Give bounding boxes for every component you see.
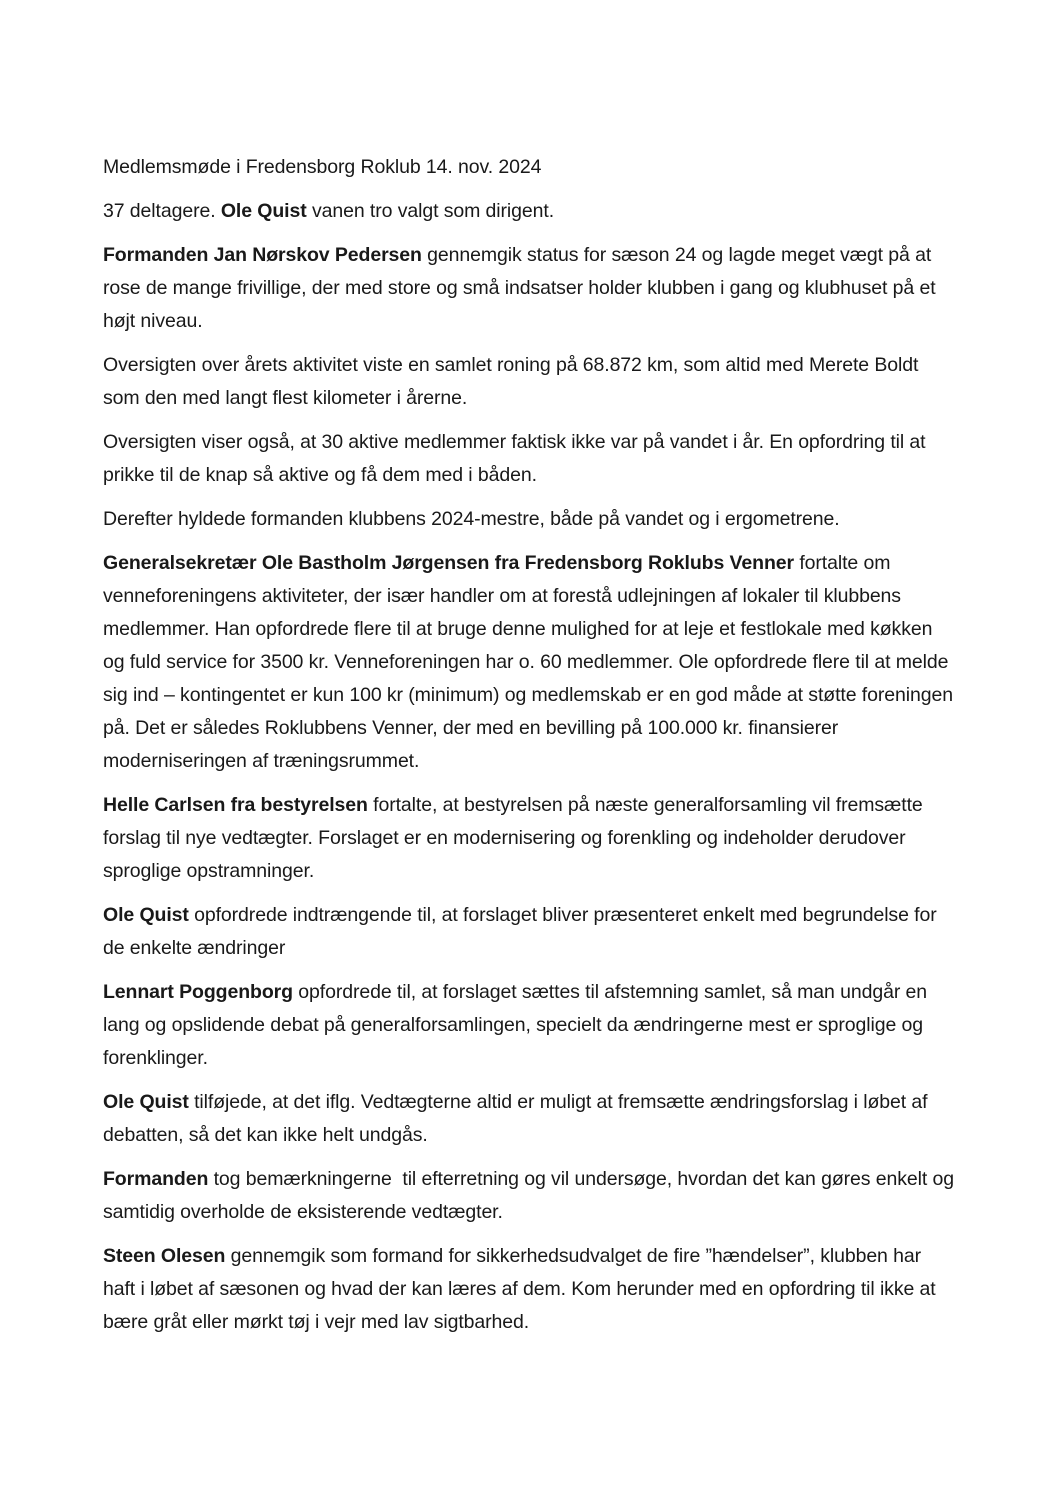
paragraph-safety-committee <box>103 1240 958 1339</box>
text-run: gennemgik som formand for sikkerhedsudvalget de fire ”hændelser”, klubben har haft i løbet af sæsonen og hvad der kan læres af dem. Kom herunder med en opfordring til ikke at bære gråt eller mørkt tøj i vejr med lav sigtbarhed. <box>103 1245 941 1333</box>
paragraph-activity-overview <box>103 349 958 415</box>
bold-text-run: Ole Quist <box>220 200 307 222</box>
paragraph-friends-association <box>103 547 958 778</box>
text-run: opfordrede til, at forslaget sættes til afstemning samlet, så man undgår en lang og opslidende debat på generalforsamlingen, specielt da ændringerne mest er sproglige og forenklinger. <box>103 981 933 1069</box>
text-run: vanen tro valgt som dirigent. <box>306 200 555 222</box>
paragraph-champions <box>103 503 958 536</box>
text-run: fortalte om venneforeningens aktiviteter, der især handler om at forestå udlejningen af lokaler til klubbens medlemmer. Han opfordrede flere til at bruge denne mulighed for at leje et festlokale med køkken og fuld service for 3500 kr. Venneforeningen har o. 60 medlemmer. Ole opfordrede flere til at melde sig ind – kontingentet er kun 100 kr (minimum) og medlemskab er en god måde at støtte foreningen på. Det er således Roklubbens Venner, der med en bevilling på 100.000 kr. finansierer moderniseringen af træningsrummet. <box>103 552 959 772</box>
bold-text-run: Ole Quist <box>103 904 189 926</box>
text-run: gennemgik status for sæson 24 og lagde meget vægt på at rose de mange frivillige, der med store og små indsatser holder klubben i gang og klubhuset på et højt niveau. <box>103 244 941 332</box>
paragraph-lennart-poggenborg <box>103 976 958 1075</box>
bold-text-run: Lennart Poggenborg <box>103 981 293 1003</box>
title-paragraph <box>103 151 958 184</box>
bold-text-run: Helle Carlsen fra bestyrelsen <box>103 794 368 816</box>
text-run: Oversigten over årets aktivitet viste en samlet roning på 68.872 km, som altid med Merete Boldt som den med langt flest kilometer i årerne. <box>103 354 924 409</box>
bold-text-run: Formanden <box>103 1168 209 1190</box>
bold-text-run: Generalsekretær Ole Bastholm Jørgensen fra Fredensborg Roklubs Venner <box>103 552 794 574</box>
paragraph-inactive-members <box>103 426 958 492</box>
text-run: tilføjede, at det iflg. Vedtægterne altid er muligt at fremsætte ændringsforslag i løbet af debatten, så det kan ikke helt undgås. <box>103 1091 933 1146</box>
bold-text-run: Steen Olesen <box>103 1245 226 1267</box>
bold-text-run: Ole Quist <box>103 1091 189 1113</box>
paragraph-chairman-response <box>103 1163 958 1229</box>
text-run: tog bemærkningerne til efterretning og vil undersøge, hvordan det kan gøres enkelt og samtidig overholde de eksisterende vedtægter. <box>103 1168 960 1223</box>
text-run: Medlemsmøde i Fredensborg Roklub 14. nov. 2024 <box>103 156 542 178</box>
text-run: opfordrede indtrængende til, at forslaget bliver præsenteret enkelt med begrundelse for de enkelte ændringer <box>103 904 942 959</box>
paragraph-ole-quist-urging <box>103 899 958 965</box>
paragraph-ole-quist-addition <box>103 1086 958 1152</box>
text-run: Oversigten viser også, at 30 aktive medlemmer faktisk ikke var på vandet i år. En opfordring til at prikke til de knap så aktive og få dem med i båden. <box>103 431 931 486</box>
text-run: Derefter hyldede formanden klubbens 2024-mestre, både på vandet og i ergometrene. <box>103 508 840 530</box>
paragraph-attendees <box>103 195 958 228</box>
bold-text-run: Formanden Jan Nørskov Pedersen <box>103 244 422 266</box>
text-run: fortalte, at bestyrelsen på næste generalforsamling vil fremsætte forslag til nye vedtægter. Forslaget er en modernisering og forenkling og indeholder derudover sproglige opstramninger. <box>103 794 928 882</box>
paragraph-statutes-proposal <box>103 789 958 888</box>
text-run: 37 deltagere. <box>103 200 221 222</box>
paragraph-chairman-status <box>103 239 958 338</box>
